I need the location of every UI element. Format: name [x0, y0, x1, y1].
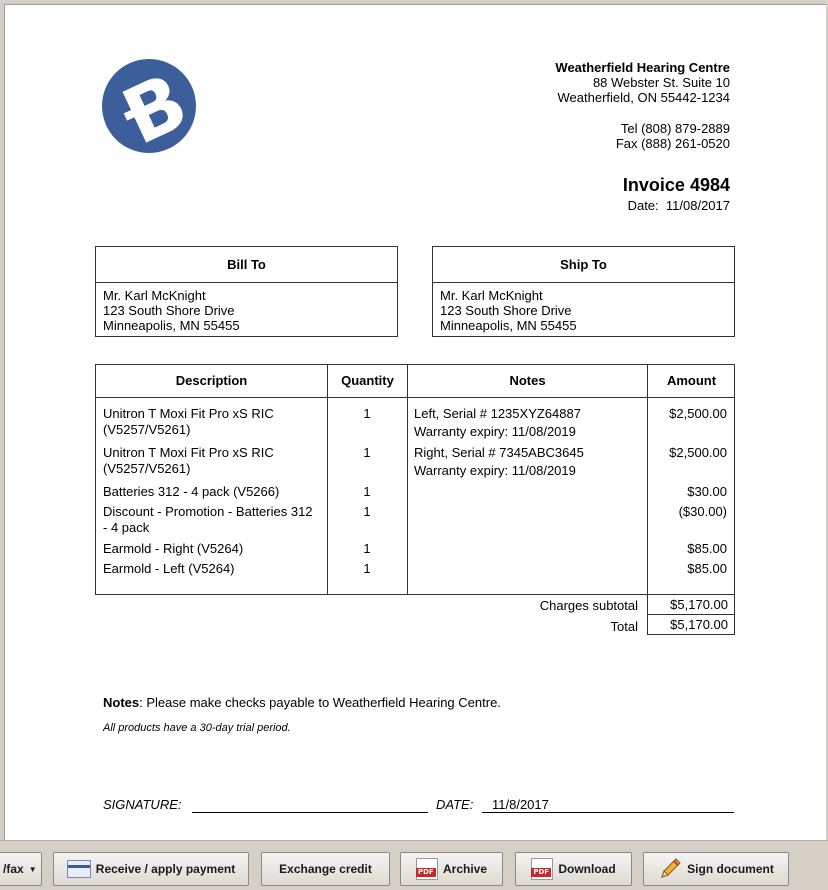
signature-line — [192, 812, 428, 813]
table-row-description — [103, 484, 323, 500]
clinic-address-line2: Weatherfield, ON 55442-1234 — [557, 90, 730, 105]
note-line: Right, Serial # 7345ABC3645 — [414, 445, 584, 460]
table-row-description — [103, 541, 323, 557]
invoice-date-label: Date: — [627, 198, 659, 213]
exchange-credit-button[interactable] — [261, 852, 390, 886]
sign-document-label: Sign document — [687, 862, 774, 876]
archive-label: Archive — [442, 862, 488, 876]
subtotal-value: $5,170.00 — [647, 594, 735, 615]
sign-document-button[interactable] — [643, 852, 789, 886]
receive-payment-button[interactable] — [53, 852, 249, 886]
clinic-address-line1: 88 Webster St. Suite 10 — [592, 75, 730, 90]
pdf-badge: PDF — [417, 868, 434, 876]
col-header-notes: Notes — [509, 373, 546, 388]
note-line: Warranty expiry: 11/08/2019 — [414, 463, 576, 478]
archive-button[interactable] — [400, 852, 503, 886]
clinic-fax: Fax (888) 261-0520 — [615, 136, 730, 151]
bill-to-line: Minneapolis, MN 55455 — [103, 318, 240, 333]
col-header-amount: Amount — [666, 373, 717, 388]
clinic-name: Weatherfield Hearing Centre — [555, 60, 730, 75]
pdf-icon — [416, 858, 438, 880]
action-toolbar — [0, 840, 828, 890]
bill-to-line: Mr. Karl McKnight — [103, 288, 206, 303]
note-line: Warranty expiry: 11/08/2019 — [414, 424, 576, 439]
table-row-amount: $85.00 — [687, 541, 727, 556]
invoice-date — [628, 198, 730, 213]
signature-label: SIGNATURE: — [103, 797, 182, 812]
signature-date-value: 11/8/2017 — [492, 797, 549, 812]
total-value: $5,170.00 — [647, 614, 735, 635]
clinic-address-block — [555, 60, 730, 105]
ship-to-line: 123 South Shore Drive — [440, 303, 572, 318]
ship-to-heading: Ship To — [433, 247, 734, 283]
ship-to-line: Minneapolis, MN 55455 — [440, 318, 577, 333]
description-line: Earmold - Right (V5264) — [103, 541, 244, 556]
table-row-quantity: 1 — [363, 541, 371, 556]
bill-to-line: 123 South Shore Drive — [103, 303, 235, 318]
table-row-amount: $30.00 — [687, 484, 727, 499]
download-button[interactable] — [515, 852, 632, 886]
notes-label: Notes — [103, 695, 140, 710]
bill-to-heading: Bill To — [96, 247, 397, 283]
description-line: Unitron T Moxi Fit Pro xS RIC — [103, 406, 274, 421]
print-fax-dropdown[interactable] — [0, 852, 42, 886]
bill-to-box — [95, 246, 398, 337]
clinic-tel: Tel (808) 879-2889 — [620, 121, 730, 136]
table-row-amount: $85.00 — [687, 561, 727, 576]
description-line: Batteries 312 - 4 pack (V5266) — [103, 484, 280, 499]
table-row-amount: $2,500.00 — [669, 445, 727, 460]
notes-text: : Please make checks payable to Weatherfield Hearing Centre. — [139, 695, 501, 710]
receive-payment-label: Receive / apply payment — [95, 862, 236, 876]
clinic-contact-block — [616, 121, 730, 151]
table-row-quantity: 1 — [363, 445, 371, 460]
description-line: - 4 pack — [103, 520, 150, 535]
col-header-quantity: Quantity — [341, 373, 394, 388]
table-row-quantity: 1 — [363, 406, 371, 421]
invoice-date-value: 11/08/2017 — [665, 198, 730, 213]
ship-to-box — [432, 246, 735, 337]
subtotal-label: Charges subtotal — [539, 598, 638, 613]
table-row-quantity: 1 — [363, 484, 371, 499]
table-row-quantity: 1 — [363, 504, 371, 519]
signature-date-label: DATE: — [436, 797, 474, 812]
clinic-logo — [101, 58, 197, 154]
total-label: Total — [610, 619, 638, 634]
download-label: Download — [558, 862, 616, 876]
trial-period-note: All products have a 30-day trial period. — [103, 722, 291, 734]
table-row-notes — [414, 405, 648, 441]
col-header-description: Description — [175, 373, 248, 388]
signature-date-line — [482, 812, 734, 813]
description-line: Discount - Promotion - Batteries 312 — [103, 504, 313, 519]
invoice-title: Invoice 4984 — [622, 175, 730, 195]
table-row-notes — [414, 444, 648, 480]
pdf-badge: PDF — [533, 868, 550, 876]
items-table — [95, 364, 735, 595]
notes-line — [103, 695, 501, 710]
pencil-icon — [658, 857, 682, 881]
note-line: Left, Serial # 1235XYZ64887 — [414, 406, 581, 421]
ship-to-line: Mr. Karl McKnight — [440, 288, 543, 303]
description-line: Earmold - Left (V5264) — [103, 561, 235, 576]
description-line: Unitron T Moxi Fit Pro xS RIC — [103, 445, 274, 460]
table-row-amount: ($30.00) — [678, 504, 727, 519]
exchange-credit-label: Exchange credit — [279, 862, 372, 876]
pdf-icon — [531, 858, 553, 880]
table-row-description — [103, 561, 323, 577]
description-line: (V5257/V5261) — [103, 461, 191, 476]
table-row-quantity: 1 — [363, 561, 371, 576]
table-row-description — [103, 406, 323, 438]
table-row-description — [103, 445, 323, 477]
table-row-description — [103, 504, 323, 536]
invoice-page — [4, 4, 826, 840]
credit-card-icon — [67, 860, 91, 878]
description-line: (V5257/V5261) — [103, 422, 191, 437]
table-row-amount: $2,500.00 — [669, 406, 727, 421]
chevron-down-icon: ▼ — [28, 864, 37, 874]
print-fax-label: /fax — [3, 862, 24, 876]
